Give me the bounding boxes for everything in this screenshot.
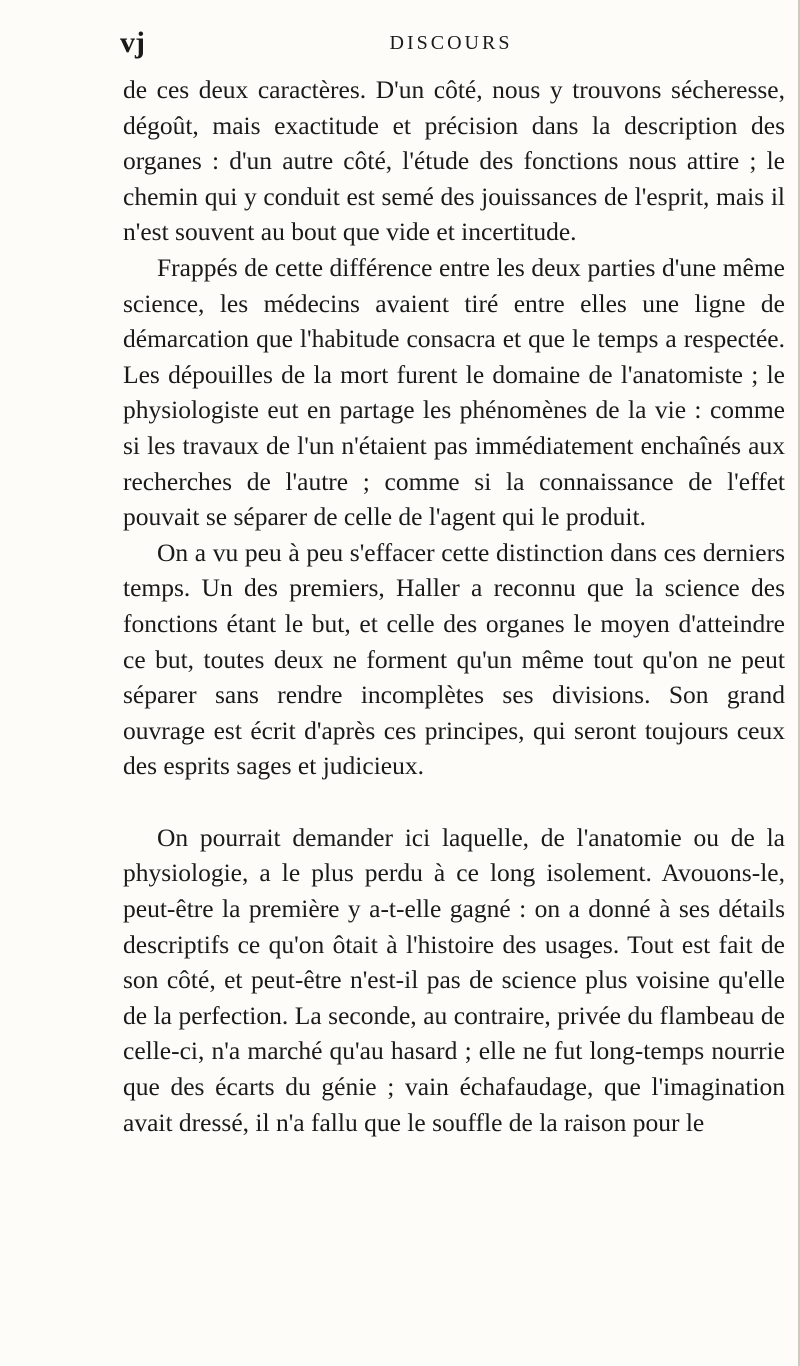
page-header [120, 26, 782, 66]
body-text [123, 72, 785, 1140]
paragraph-2: Frappés de cette différence entre les deux parties d'une même science, les médecins avaient tiré entre elles une ligne de démarcation que l'habitude consacra et que le temps a respectée. Les dépouilles de la mort furent le domaine de l'anatomiste ; le physiologiste eut en partage les phénomènes de la vie : comme si les travaux de l'un n'étaient pas immédiatement enchaînés aux recherches de l'autre ; comme si la connaissance de l'effet pouvait se séparer de celle de l'agent qui le produit. [123, 252, 785, 532]
paragraph-3: On a vu peu à peu s'effacer cette distinction dans ces derniers temps. Un des premiers, Haller a reconnu que la science des fonctions étant le but, et celle des organes le moyen d'atteindre ce but, toutes deux ne forment qu'un même tout qu'on ne peut séparer sans rendre incomplètes ses divisions. Son grand ouvrage est écrit d'après ces principes, qui seront toujours ceux des esprits sages et judicieux. [123, 537, 785, 781]
paragraph-4: On pourrait demander ici laquelle, de l'anatomie ou de la physiologie, a le plus perdu à ce long isolement. Avouons-le, peut-être la première y a-t-elle gagné : on a donné à ses détails descriptifs ce qu'on ôtait à l'histoire des usages. Tout est fait de son côté, et peut-être n'est-il pas de science plus voisine qu'elle de la perfection. La seconde, au contraire, privée du flambeau de celle-ci, n'a marché qu'au hasard ; elle ne fut long-temps nourrie que des écarts du génie ; vain échafaudage, que l'imagination avait dressé, il n'a fallu que le souffle de la raison pour le [123, 822, 785, 1137]
page-number: vj [120, 26, 145, 59]
paragraph-1: de ces deux caractères. D'un côté, nous y trouvons sécheresse, dégoût, mais exactitude et précision dans la description des organes : d'un autre côté, l'étude des fonctions nous attire ; le chemin qui y conduit est semé des jouissances de l'esprit, mais il n'est souvent au bout que vide et incertitude. [123, 75, 785, 247]
running-head: DISCOURS [389, 32, 513, 54]
